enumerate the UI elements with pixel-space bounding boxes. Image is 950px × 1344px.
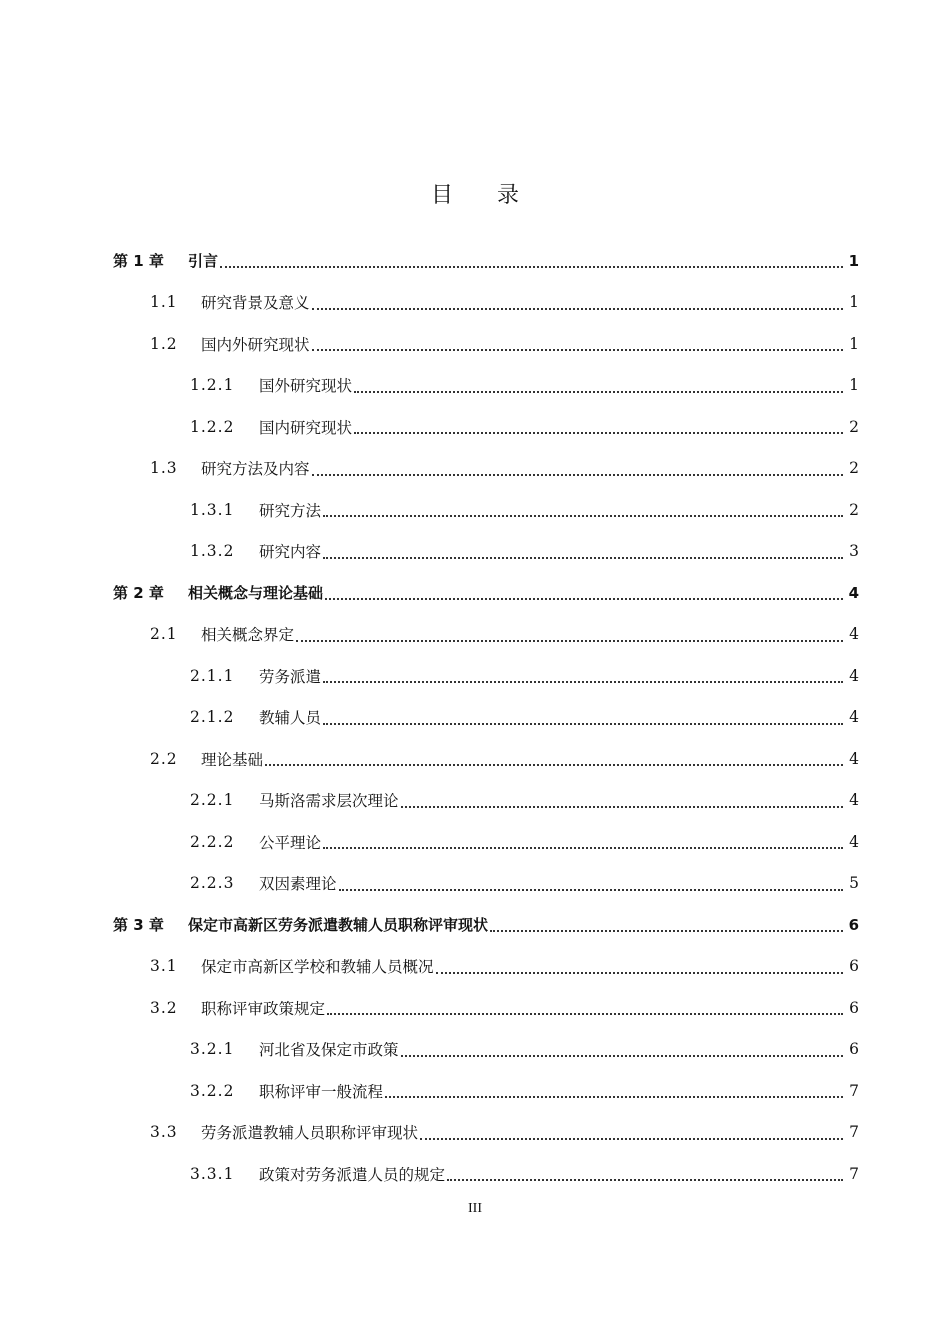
toc-entry-number: 3.3	[150, 1123, 178, 1142]
page-title: 目录	[430, 183, 563, 208]
toc-entry-title: 教辅人员	[259, 709, 322, 728]
toc-dot-leader	[447, 1178, 843, 1181]
toc-entry-number: 1.2	[150, 334, 178, 353]
toc-dot-leader	[420, 1137, 843, 1140]
toc-entry-page: 5	[849, 874, 859, 893]
toc-entry-number: 2.1	[150, 625, 178, 644]
toc-entry-title: 国外研究现状	[259, 377, 353, 396]
toc-entry-page: 1	[849, 293, 859, 312]
toc-entry[interactable]	[113, 821, 859, 863]
toc-entry[interactable]	[113, 738, 859, 780]
toc-entry-title: 研究方法	[259, 501, 322, 520]
toc-entry-title: 保定市高新区劳务派遣教辅人员职称评审现状	[188, 916, 489, 935]
toc-entry[interactable]	[113, 1112, 859, 1154]
toc-entry-number: 1.3.2	[190, 542, 235, 561]
toc-entry[interactable]	[113, 1029, 859, 1071]
toc-entry-title: 职称评审一般流程	[259, 1082, 384, 1101]
toc-entry-number: 2.1.1	[190, 666, 235, 685]
toc-dot-leader	[401, 1054, 843, 1057]
toc-entry-page: 7	[849, 1081, 859, 1100]
toc-entry-page: 2	[849, 417, 859, 436]
toc-entry-title: 职称评审政策规定	[201, 999, 326, 1018]
toc-entry[interactable]	[113, 987, 859, 1029]
page-number: III	[468, 1201, 482, 1216]
table-of-contents	[113, 240, 859, 1195]
toc-entry-page: 4	[848, 583, 859, 602]
toc-entry[interactable]	[113, 946, 859, 988]
toc-entry-title: 政策对劳务派遣人员的规定	[259, 1165, 446, 1184]
toc-entry-title: 相关概念与理论基础	[188, 584, 324, 603]
toc-dot-leader	[312, 473, 843, 476]
toc-entry-number: 2.2.2	[190, 832, 235, 851]
toc-entry[interactable]	[113, 614, 859, 656]
toc-dot-leader	[323, 722, 843, 725]
toc-dot-leader	[354, 390, 843, 393]
toc-entry-number: 1.2.1	[190, 376, 235, 395]
toc-entry-page: 4	[849, 708, 859, 727]
toc-entry-title: 研究背景及意义	[201, 294, 310, 313]
toc-entry-number: 第 2 章	[113, 584, 164, 603]
toc-dot-leader	[323, 680, 843, 683]
toc-entry-page: 4	[849, 666, 859, 685]
toc-entry-page: 1	[848, 251, 859, 270]
toc-entry-title: 研究方法及内容	[201, 460, 310, 479]
toc-dot-leader	[325, 597, 843, 600]
toc-entry[interactable]	[113, 572, 859, 614]
toc-entry-page: 7	[849, 1123, 859, 1142]
toc-entry-page: 1	[849, 376, 859, 395]
toc-entry-page: 3	[849, 542, 859, 561]
toc-entry[interactable]	[113, 323, 859, 365]
toc-entry-title: 公平理论	[259, 833, 322, 852]
toc-entry[interactable]	[113, 240, 859, 282]
toc-entry-number: 3.2	[150, 998, 178, 1017]
toc-entry-number: 3.1	[150, 957, 178, 976]
toc-dot-leader	[327, 1012, 843, 1015]
toc-dot-leader	[401, 805, 843, 808]
toc-entry-page: 4	[849, 625, 859, 644]
toc-entry-title: 河北省及保定市政策	[259, 1041, 399, 1060]
toc-entry-number: 1.2.2	[190, 417, 235, 436]
toc-entry-number: 3.2.2	[190, 1081, 235, 1100]
toc-entry-page: 2	[849, 459, 859, 478]
toc-entry-number: 2.2	[150, 749, 178, 768]
toc-entry[interactable]	[113, 448, 859, 490]
toc-dot-leader	[339, 888, 843, 891]
toc-entry-number: 第 1 章	[113, 252, 164, 271]
toc-dot-leader	[220, 265, 843, 268]
toc-entry-number: 2.1.2	[190, 708, 235, 727]
toc-entry-page: 4	[849, 749, 859, 768]
toc-entry[interactable]	[113, 655, 859, 697]
toc-entry[interactable]	[113, 863, 859, 905]
toc-dot-leader	[385, 1095, 843, 1098]
toc-dot-leader	[354, 431, 843, 434]
toc-entry[interactable]	[113, 904, 859, 946]
toc-entry[interactable]	[113, 780, 859, 822]
toc-dot-leader	[323, 846, 843, 849]
toc-entry[interactable]	[113, 406, 859, 448]
toc-dot-leader	[312, 348, 843, 351]
toc-entry-title: 国内研究现状	[259, 418, 353, 437]
toc-entry-page: 6	[849, 1040, 859, 1059]
toc-entry[interactable]	[113, 1070, 859, 1112]
toc-entry-number: 1.3.1	[190, 500, 235, 519]
toc-entry-title: 保定市高新区学校和教辅人员概况	[201, 958, 434, 977]
toc-entry-number: 3.2.1	[190, 1040, 235, 1059]
toc-entry-page: 4	[849, 832, 859, 851]
toc-entry-page: 6	[849, 957, 859, 976]
toc-dot-leader	[312, 307, 843, 310]
toc-dot-leader	[296, 639, 843, 642]
toc-dot-leader	[490, 929, 843, 932]
toc-entry-title: 国内外研究现状	[201, 335, 310, 354]
toc-dot-leader	[265, 763, 843, 766]
toc-entry[interactable]	[113, 282, 859, 324]
toc-entry-page: 7	[849, 1164, 859, 1183]
toc-entry-page: 2	[849, 500, 859, 519]
toc-entry-page: 1	[849, 334, 859, 353]
toc-entry-title: 双因素理论	[259, 875, 337, 894]
toc-entry-title: 理论基础	[201, 750, 264, 769]
toc-entry-number: 2.2.1	[190, 791, 235, 810]
toc-entry-page: 4	[849, 791, 859, 810]
toc-dot-leader	[323, 556, 843, 559]
toc-entry-page: 6	[848, 915, 859, 934]
toc-entry-number: 1.3	[150, 459, 178, 478]
toc-dot-leader	[436, 971, 843, 974]
toc-entry[interactable]	[113, 697, 859, 739]
toc-entry-title: 研究内容	[259, 543, 322, 562]
toc-entry[interactable]	[113, 1153, 859, 1195]
toc-entry-title: 相关概念界定	[201, 626, 295, 645]
toc-entry-page: 6	[849, 998, 859, 1017]
toc-entry-title: 劳务派遣	[259, 667, 322, 686]
toc-entry-title: 马斯洛需求层次理论	[259, 792, 399, 811]
toc-entry[interactable]	[113, 531, 859, 573]
toc-entry-number: 第 3 章	[113, 916, 164, 935]
toc-entry-title: 引言	[188, 252, 219, 271]
toc-entry-number: 3.3.1	[190, 1164, 235, 1183]
toc-entry-title: 劳务派遣教辅人员职称评审现状	[201, 1124, 419, 1143]
toc-entry-number: 1.1	[150, 293, 178, 312]
toc-entry[interactable]	[113, 489, 859, 531]
toc-entry-number: 2.2.3	[190, 874, 235, 893]
toc-dot-leader	[323, 514, 843, 517]
toc-entry[interactable]	[113, 365, 859, 407]
